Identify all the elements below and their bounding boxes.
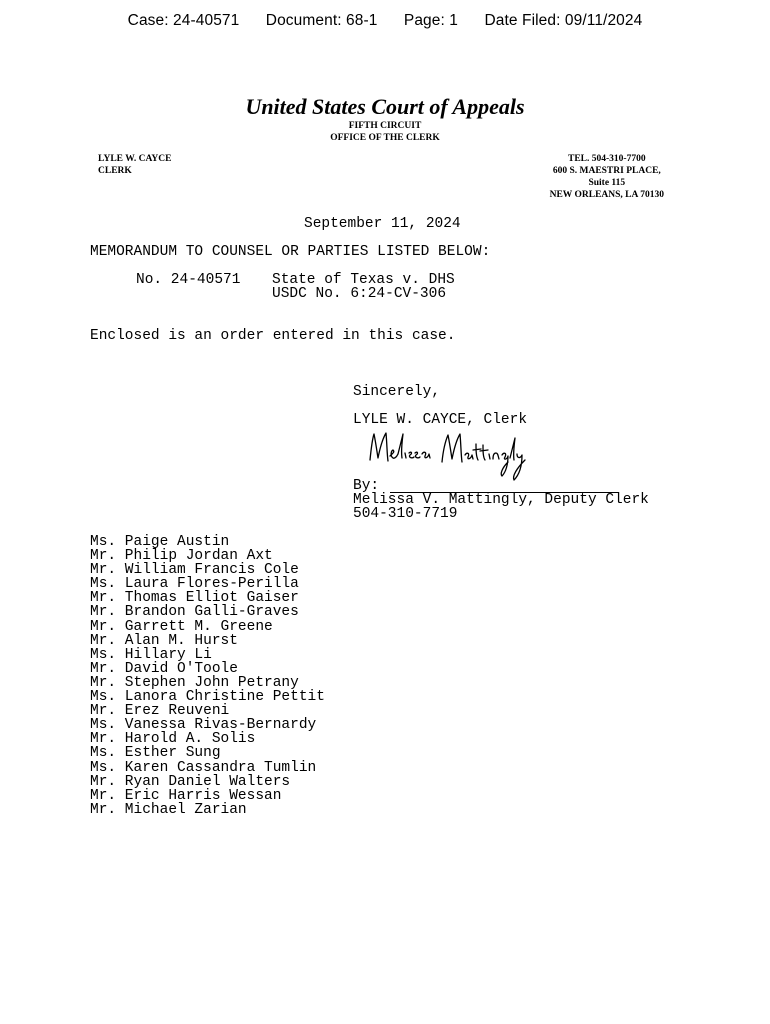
clerk-line: LYLE W. CAYCE, Clerk xyxy=(353,412,528,428)
list-item: Mr. William Francis Cole xyxy=(90,562,299,579)
city-state: NEW ORLEANS, LA 70130 xyxy=(549,190,664,200)
list-item: Mr. Thomas Elliot Gaiser xyxy=(90,590,299,607)
telephone: TEL. 504-310-7700 xyxy=(568,154,646,164)
date-filed: Date Filed: 09/11/2024 xyxy=(484,12,643,29)
sincerely: Sincerely, xyxy=(353,384,441,400)
list-item: Mr. Alan M. Hurst xyxy=(90,632,238,649)
court-title: United States Court of Appeals xyxy=(245,94,525,119)
list-item: Mr. Michael Zarian xyxy=(90,801,247,818)
list-item: Ms. Karen Cassandra Tumlin xyxy=(90,759,317,776)
circuit-name: FIFTH CIRCUIT xyxy=(348,121,422,131)
list-item: Ms. Esther Sung xyxy=(90,745,221,762)
list-item: Mr. Stephen John Petrany xyxy=(90,674,299,691)
list-item: Mr. David O'Toole xyxy=(90,660,238,677)
memo-heading: MEMORANDUM TO COUNSEL OR PARTIES LISTED BELOW: xyxy=(90,244,491,260)
list-item: Mr. Philip Jordan Axt xyxy=(90,548,273,565)
usdc-no: USDC No. 6:24-CV-306 xyxy=(272,286,447,302)
list-item: Ms. Hillary Li xyxy=(90,646,212,663)
clerk-title: CLERK xyxy=(98,166,132,176)
case-number: Case: 24-40571 xyxy=(127,12,240,29)
page-number: Page: 1 xyxy=(403,12,459,29)
by-label: By: xyxy=(353,478,380,494)
recipient-list xyxy=(90,535,325,817)
case-title: State of Texas v. DHS xyxy=(272,272,455,288)
list-item: Ms. Lanora Christine Pettit xyxy=(90,689,325,706)
clerk-block xyxy=(98,153,172,177)
list-item: Mr. Harold A. Solis xyxy=(90,731,256,748)
clerk-name: LYLE W. CAYCE xyxy=(98,154,172,164)
memo-body: Enclosed is an order entered in this case. xyxy=(90,328,456,344)
list-item: Mr. Brandon Galli-Graves xyxy=(90,604,299,621)
office-name: OFFICE OF THE CLERK xyxy=(330,133,440,143)
list-item: Mr. Eric Harris Wessan xyxy=(90,787,282,804)
filing-header xyxy=(0,12,770,30)
address-block xyxy=(550,153,664,201)
case-no: No. 24-40571 xyxy=(136,272,241,288)
list-item: Ms. Laura Flores-Perilla xyxy=(90,576,299,593)
list-item: Mr. Ryan Daniel Walters xyxy=(90,773,291,790)
list-item: Ms. Vanessa Rivas-Bernardy xyxy=(90,717,317,734)
deputy-clerk: Melissa V. Mattingly, Deputy Clerk xyxy=(353,492,649,508)
document-number: Document: 68-1 xyxy=(265,12,378,29)
memo-date: September 11, 2024 xyxy=(304,216,461,232)
handwritten-signature xyxy=(362,426,542,484)
list-item: Mr. Garrett M. Greene xyxy=(90,618,273,635)
street-address: 600 S. MAESTRI PLACE, xyxy=(552,166,661,176)
list-item: Ms. Paige Austin xyxy=(90,534,230,550)
list-item: Mr. Erez Reuveni xyxy=(90,703,230,720)
suite: Suite 115 xyxy=(588,178,626,188)
deputy-phone: 504-310-7719 xyxy=(353,506,458,522)
